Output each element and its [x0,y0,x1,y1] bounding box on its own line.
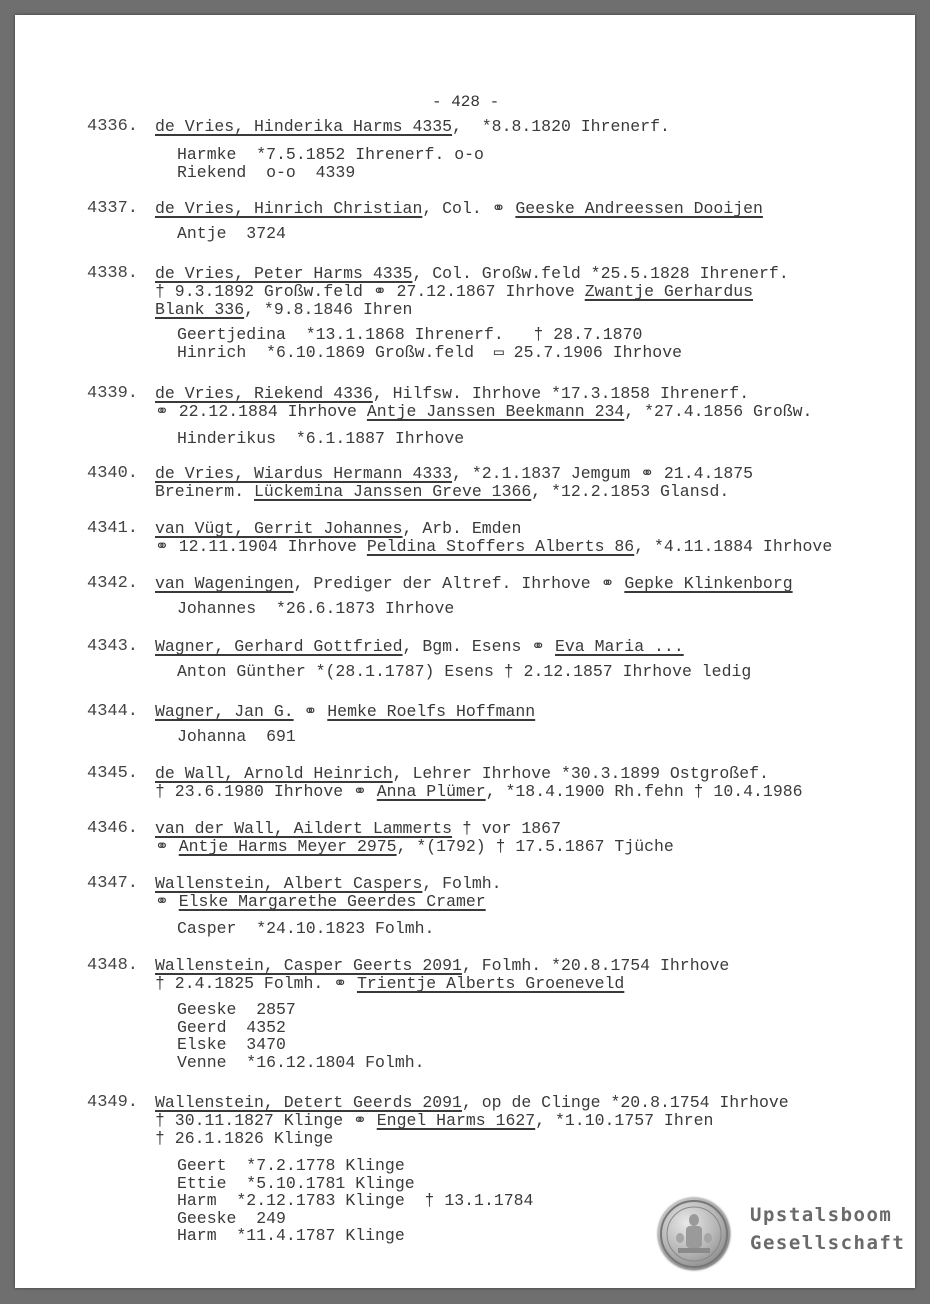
entry-text: † 26.1.1826 Klinge [155,1129,334,1148]
entry-text: ⚭ 12.11.1904 Ihrhove [155,537,367,556]
person-name: Antje Janssen Beekmann 234 [366,402,625,421]
logo-line-2: Gesellschaft [750,1232,906,1254]
entry-number: 4347. [87,874,139,893]
entry-number: 4336. [87,117,139,136]
entry-text: , Lehrer Ihrhove *30.3.1899 Ostgroßef. [392,764,769,783]
entry-line [155,1112,713,1130]
person-name: Wallenstein, Detert Geerds 2091 [155,1093,462,1112]
person-name: Blank 336 [155,300,245,319]
child-line: Riekend o-o 4339 [177,162,356,182]
entry-line [155,520,521,538]
entry-line [155,893,486,911]
child-line: Harm *2.12.1783 Klinge † 13.1.1784 [177,1191,534,1210]
entry-text: Breinerm. [155,482,255,501]
entry-line [155,538,832,556]
person-name: van Wageningen [155,574,294,593]
entry-text: ⚭ [155,892,179,911]
person-name: Wagner, Gerhard Gottfried [155,637,403,656]
entry-line [155,875,502,893]
entry-line [155,638,684,656]
entry-text: , Hilfsw. Ihrhove *17.3.1858 Ihrenerf. [372,384,750,403]
entry-number: 4346. [87,819,139,838]
entry-line [155,957,729,975]
entry-line [155,283,753,301]
person-name: van Vügt, Gerrit Johannes [155,519,403,538]
entry-number: 4345. [87,764,139,783]
child-line: Johanna 691 [177,727,296,746]
entry-text: , Bgm. Esens ⚭ [402,637,555,656]
entry-line [155,765,769,783]
person-name: Anna Plümer [376,782,486,801]
entry-line [155,1094,789,1112]
entry-line [155,118,670,136]
person-name: de Vries, Wiardus Hermann 4333 [155,464,453,483]
entry-text: , *2.1.1837 Jemgum ⚭ 21.4.1875 [452,464,754,483]
entry-text: , Folmh. *20.8.1754 Ihrhove [461,956,730,975]
entry-number: 4348. [87,956,139,975]
child-line: Geerd 4352 [177,1017,286,1037]
entry-text: † 2.4.1825 Folmh. ⚭ [155,974,357,993]
entry-text: , *9.8.1846 Ihren [244,300,413,319]
entry-number: 4338. [87,264,139,283]
entry-text: ⚭ [293,702,328,721]
person-name: de Vries, Peter Harms 4335 [155,264,413,283]
person-name: Antje Harms Meyer 2975 [178,837,397,856]
entry-number: 4342. [87,574,139,593]
entry-text: , *1.10.1757 Ihren [535,1111,714,1130]
entry-text: , *27.4.1856 Großw. [624,402,813,421]
entry-number: 4344. [87,702,139,721]
entry-line [155,838,674,856]
child-line: Johannes *26.6.1873 Ihrhove [177,599,455,618]
child-line: Hinderikus *6.1.1887 Ihrhove [177,429,465,448]
entry-line [155,483,729,501]
entry-line [155,385,749,403]
entry-text: , op de Clinge *20.8.1754 Ihrhove [461,1093,789,1112]
person-name: Zwantje Gerhardus [584,282,754,301]
child-line: Geeske 249 [177,1208,286,1228]
entry-line [155,403,812,421]
child-line: Geertjedina *13.1.1868 Ihrenerf. † 28.7.1870 [177,325,643,344]
entry-text: ⚭ 22.12.1884 Ihrhove [155,402,367,421]
person-name: de Vries, Hinrich Christian [155,199,423,218]
child-line: Hinrich *6.10.1869 Großw.feld ▭ 25.7.1906 Ihrhove [177,342,683,362]
person-name: de Wall, Arnold Heinrich [155,764,393,783]
person-name: Lückemina Janssen Greve 1366 [254,482,532,501]
entry-text: † 30.11.1827 Klinge ⚭ [155,1111,377,1130]
entry-text: , *8.8.1820 Ihrenerf. [452,117,670,136]
entry-line [155,975,624,993]
entry-text: , *(1792) † 17.5.1867 Tjüche [396,837,674,856]
entry-text: , *18.4.1900 Rh.fehn † 10.4.1986 [485,782,803,801]
entry-line [155,301,412,319]
person-name: van der Wall, Aildert Lammerts [155,819,453,838]
child-line: Harmke *7.5.1852 Ihrenerf. o-o [177,145,484,164]
entry-text: † vor 1867 [452,819,561,838]
entry-text: , Col. ⚭ [422,199,516,218]
entry-number: 4340. [87,464,139,483]
entry-line [155,1130,333,1148]
page-number: - 428 - [432,93,500,111]
logo-line-1: Upstalsboom [750,1204,893,1226]
entry-number: 4337. [87,199,139,218]
person-name: Eva Maria ... [555,637,684,656]
entry-line [155,820,561,838]
entry-text: † 23.6.1980 Ihrhove ⚭ [155,782,377,801]
document-page [15,15,915,1288]
child-line: Anton Günther *(28.1.1787) Esens † 2.12.1857 Ihrhove ledig [177,662,752,681]
entry-text: , Col. Großw.feld *25.5.1828 Ihrenerf. [412,264,789,283]
person-name: Trientje Alberts Groeneveld [356,974,625,993]
child-line: Harm *11.4.1787 Klinge [177,1226,405,1245]
entry-text: † 9.3.1892 Großw.feld ⚭ 27.12.1867 Ihrhove [155,282,585,301]
entry-line [155,575,793,593]
entry-number: 4343. [87,637,139,656]
entry-text: ⚭ [155,837,179,856]
society-logo [658,1198,908,1274]
entry-line [155,200,763,218]
entry-text: , *12.2.1853 Glansd. [531,482,730,501]
person-name: Gepke Klinkenborg [624,574,793,593]
child-line: Ettie *5.10.1781 Klinge [177,1173,415,1193]
person-name: Wallenstein, Albert Caspers [155,874,423,893]
person-name: Wagner, Jan G. [155,702,294,721]
entry-text: , Folmh. [422,874,502,893]
entry-text: , Arb. Emden [402,519,522,538]
entry-number: 4349. [87,1093,139,1112]
person-name: Wallenstein, Casper Geerts 2091 [155,956,462,975]
entry-line [155,465,753,483]
seal-icon [658,1198,730,1270]
entry-text: , *4.11.1884 Ihrhove [634,537,833,556]
entry-number: 4339. [87,384,139,403]
child-line: Geert *7.2.1778 Klinge [177,1156,405,1175]
person-name: de Vries, Riekend 4336 [155,384,373,403]
child-line: Antje 3724 [177,224,286,243]
entry-text: , Prediger der Altref. Ihrhove ⚭ [293,574,625,593]
child-line: Elske 3470 [177,1035,286,1054]
person-name: Hemke Roelfs Hoffmann [327,702,536,721]
entry-line [155,703,535,721]
child-line: Geeske 2857 [177,1000,296,1019]
entry-line [155,265,789,283]
person-name: Elske Margarethe Geerdes Cramer [178,892,486,911]
person-name: Peldina Stoffers Alberts 86 [366,537,635,556]
person-name: de Vries, Hinderika Harms 4335 [155,117,453,136]
person-name: Engel Harms 1627 [376,1111,536,1130]
entry-number: 4341. [87,519,139,538]
child-line: Casper *24.10.1823 Folmh. [177,919,435,938]
person-name: Geeske Andreessen Dooijen [515,199,763,218]
child-line: Venne *16.12.1804 Folmh. [177,1052,425,1072]
entry-line [155,783,803,801]
